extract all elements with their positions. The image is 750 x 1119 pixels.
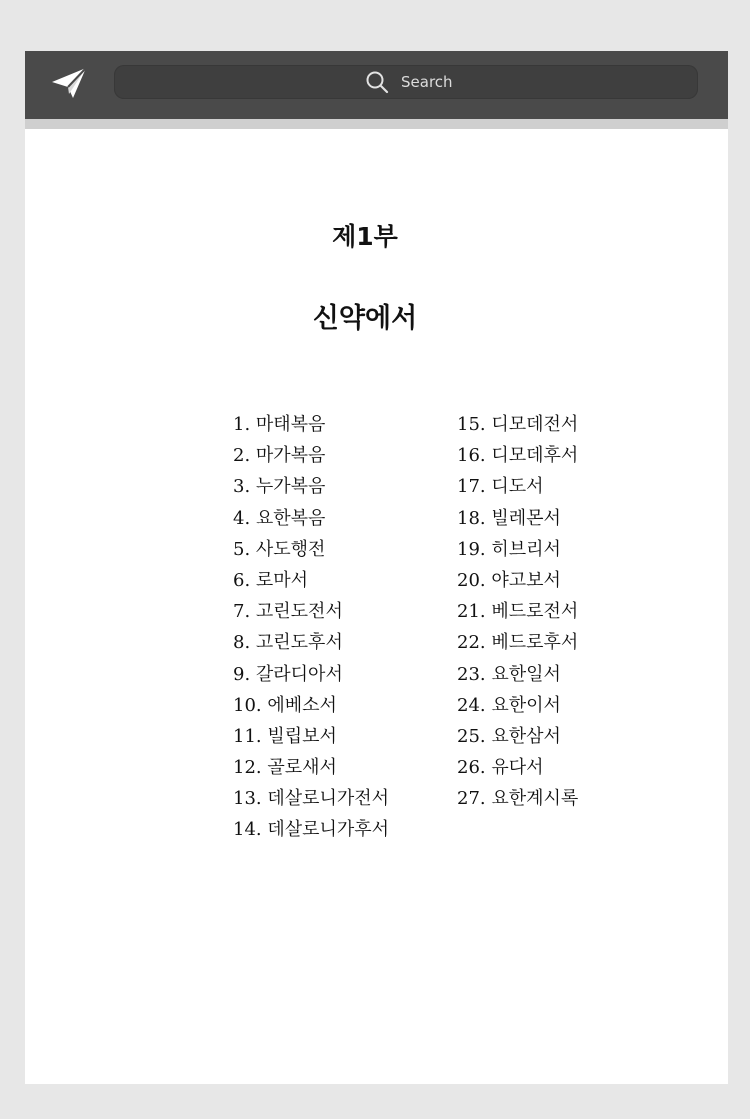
book-item[interactable]: 23. 요한일서 [457,663,561,685]
top-bar-shadow [25,119,728,129]
book-item[interactable]: 24. 요한이서 [457,694,561,716]
book-item[interactable]: 10. 에베소서 [233,694,337,716]
search-input[interactable]: Search [401,73,453,91]
book-list-left [233,409,389,846]
book-item[interactable]: 1. 마태복음 [233,414,326,435]
part-title: 제1부 [332,222,398,251]
search-content [365,70,453,94]
book-item[interactable]: 9. 갈라디아서 [233,663,343,685]
book-item[interactable]: 21. 베드로전서 [457,601,579,623]
book-item[interactable]: 27. 요한계시록 [457,788,579,810]
book-item[interactable]: 8. 고린도후서 [233,632,343,654]
section-title: 신약에서 [312,303,418,334]
book-item[interactable]: 5. 사도행전 [233,538,326,560]
book-item[interactable]: 22. 베드로후서 [457,632,579,654]
top-bar [25,51,728,119]
book-item[interactable]: 3. 누가복음 [233,476,326,498]
book-item[interactable]: 19. 히브리서 [457,538,561,560]
paper-plane-icon[interactable] [51,67,87,99]
book-item[interactable]: 25. 요한삼서 [457,725,561,747]
book-list-right [457,409,578,814]
book-item[interactable]: 18. 빌레몬서 [457,507,561,529]
book-item[interactable]: 13. 데살로니가전서 [233,788,390,810]
book-item[interactable]: 20. 야고보서 [457,569,561,591]
search-bar[interactable] [114,65,698,99]
book-item[interactable]: 7. 고린도전서 [233,601,343,623]
book-item[interactable]: 14. 데살로니가후서 [233,819,390,841]
book-item[interactable]: 6. 로마서 [233,569,309,591]
book-item[interactable]: 12. 골로새서 [233,757,337,779]
search-icon [365,70,389,94]
book-item[interactable]: 15. 디모데전서 [457,414,579,435]
book-item[interactable]: 16. 디모데후서 [457,445,579,467]
book-item[interactable]: 11. 빌립보서 [233,725,337,747]
book-item[interactable]: 26. 유다서 [457,757,544,779]
book-item[interactable]: 2. 마가복음 [233,445,326,467]
book-item[interactable]: 4. 요한복음 [233,507,326,529]
book-item[interactable]: 17. 디도서 [457,476,544,498]
